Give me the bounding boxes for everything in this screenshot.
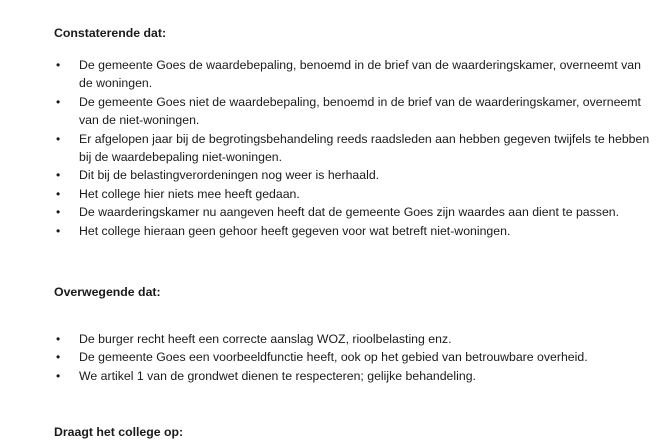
section-heading-overwegende: Overwegende dat:	[54, 285, 161, 299]
list-item: • Er afgelopen jaar bij de begrotingsbehandeling reeds raadsleden aan hebben gegeven twijfels te hebben bij de waardebepaling niet-woningen.	[56, 131, 650, 165]
bullet-icon: •	[56, 168, 61, 183]
bullet-icon: •	[56, 368, 61, 383]
list-item: • De waarderingskamer nu aangeven heeft dat de gemeente Goes zijn waardes aan dient te passen.	[54, 203, 654, 221]
list-item: • De gemeente Goes de waardebepaling, benoemd in de brief van de waarderingskamer, overneemt van de woningen.	[56, 58, 641, 91]
list-constaterende	[54, 56, 654, 240]
bullet-icon: •	[56, 350, 61, 365]
section-heading-constaterende: Constaterende dat:	[54, 26, 167, 40]
bullet-icon: •	[56, 131, 61, 146]
list-item: • De burger recht heeft een correcte aanslag WOZ, rioolbelasting enz.	[54, 330, 654, 348]
list-item: • We artikel 1 van de grondwet dienen te respecteren; gelijke behandeling.	[54, 367, 654, 385]
list-item: • Dit bij de belastingverordeningen nog weer is herhaald.	[54, 166, 654, 184]
bullet-icon: •	[56, 186, 61, 201]
bullet-icon: •	[56, 94, 61, 109]
bullet-icon: •	[56, 58, 61, 72]
list-item: • De gemeente Goes niet de waardebepaling, benoemd in de brief van de waarderingskamer, overneemt van de niet-woningen.	[56, 94, 641, 128]
list-item: • De gemeente Goes een voorbeeldfunctie heeft, ook op het gebied van betrouwbare overheid.	[54, 348, 654, 366]
bullet-icon: •	[56, 223, 61, 238]
bullet-icon: •	[56, 332, 61, 346]
list-overwegende	[54, 330, 654, 385]
list-item: • Het college hieraan geen gehoor heeft gegeven voor wat betreft niet-woningen.	[54, 222, 654, 240]
bullet-icon: •	[56, 205, 61, 220]
section-heading-draagt: Draagt het college op:	[54, 425, 184, 439]
list-item: • Het college hier niets mee heeft gedaan.	[54, 185, 654, 203]
